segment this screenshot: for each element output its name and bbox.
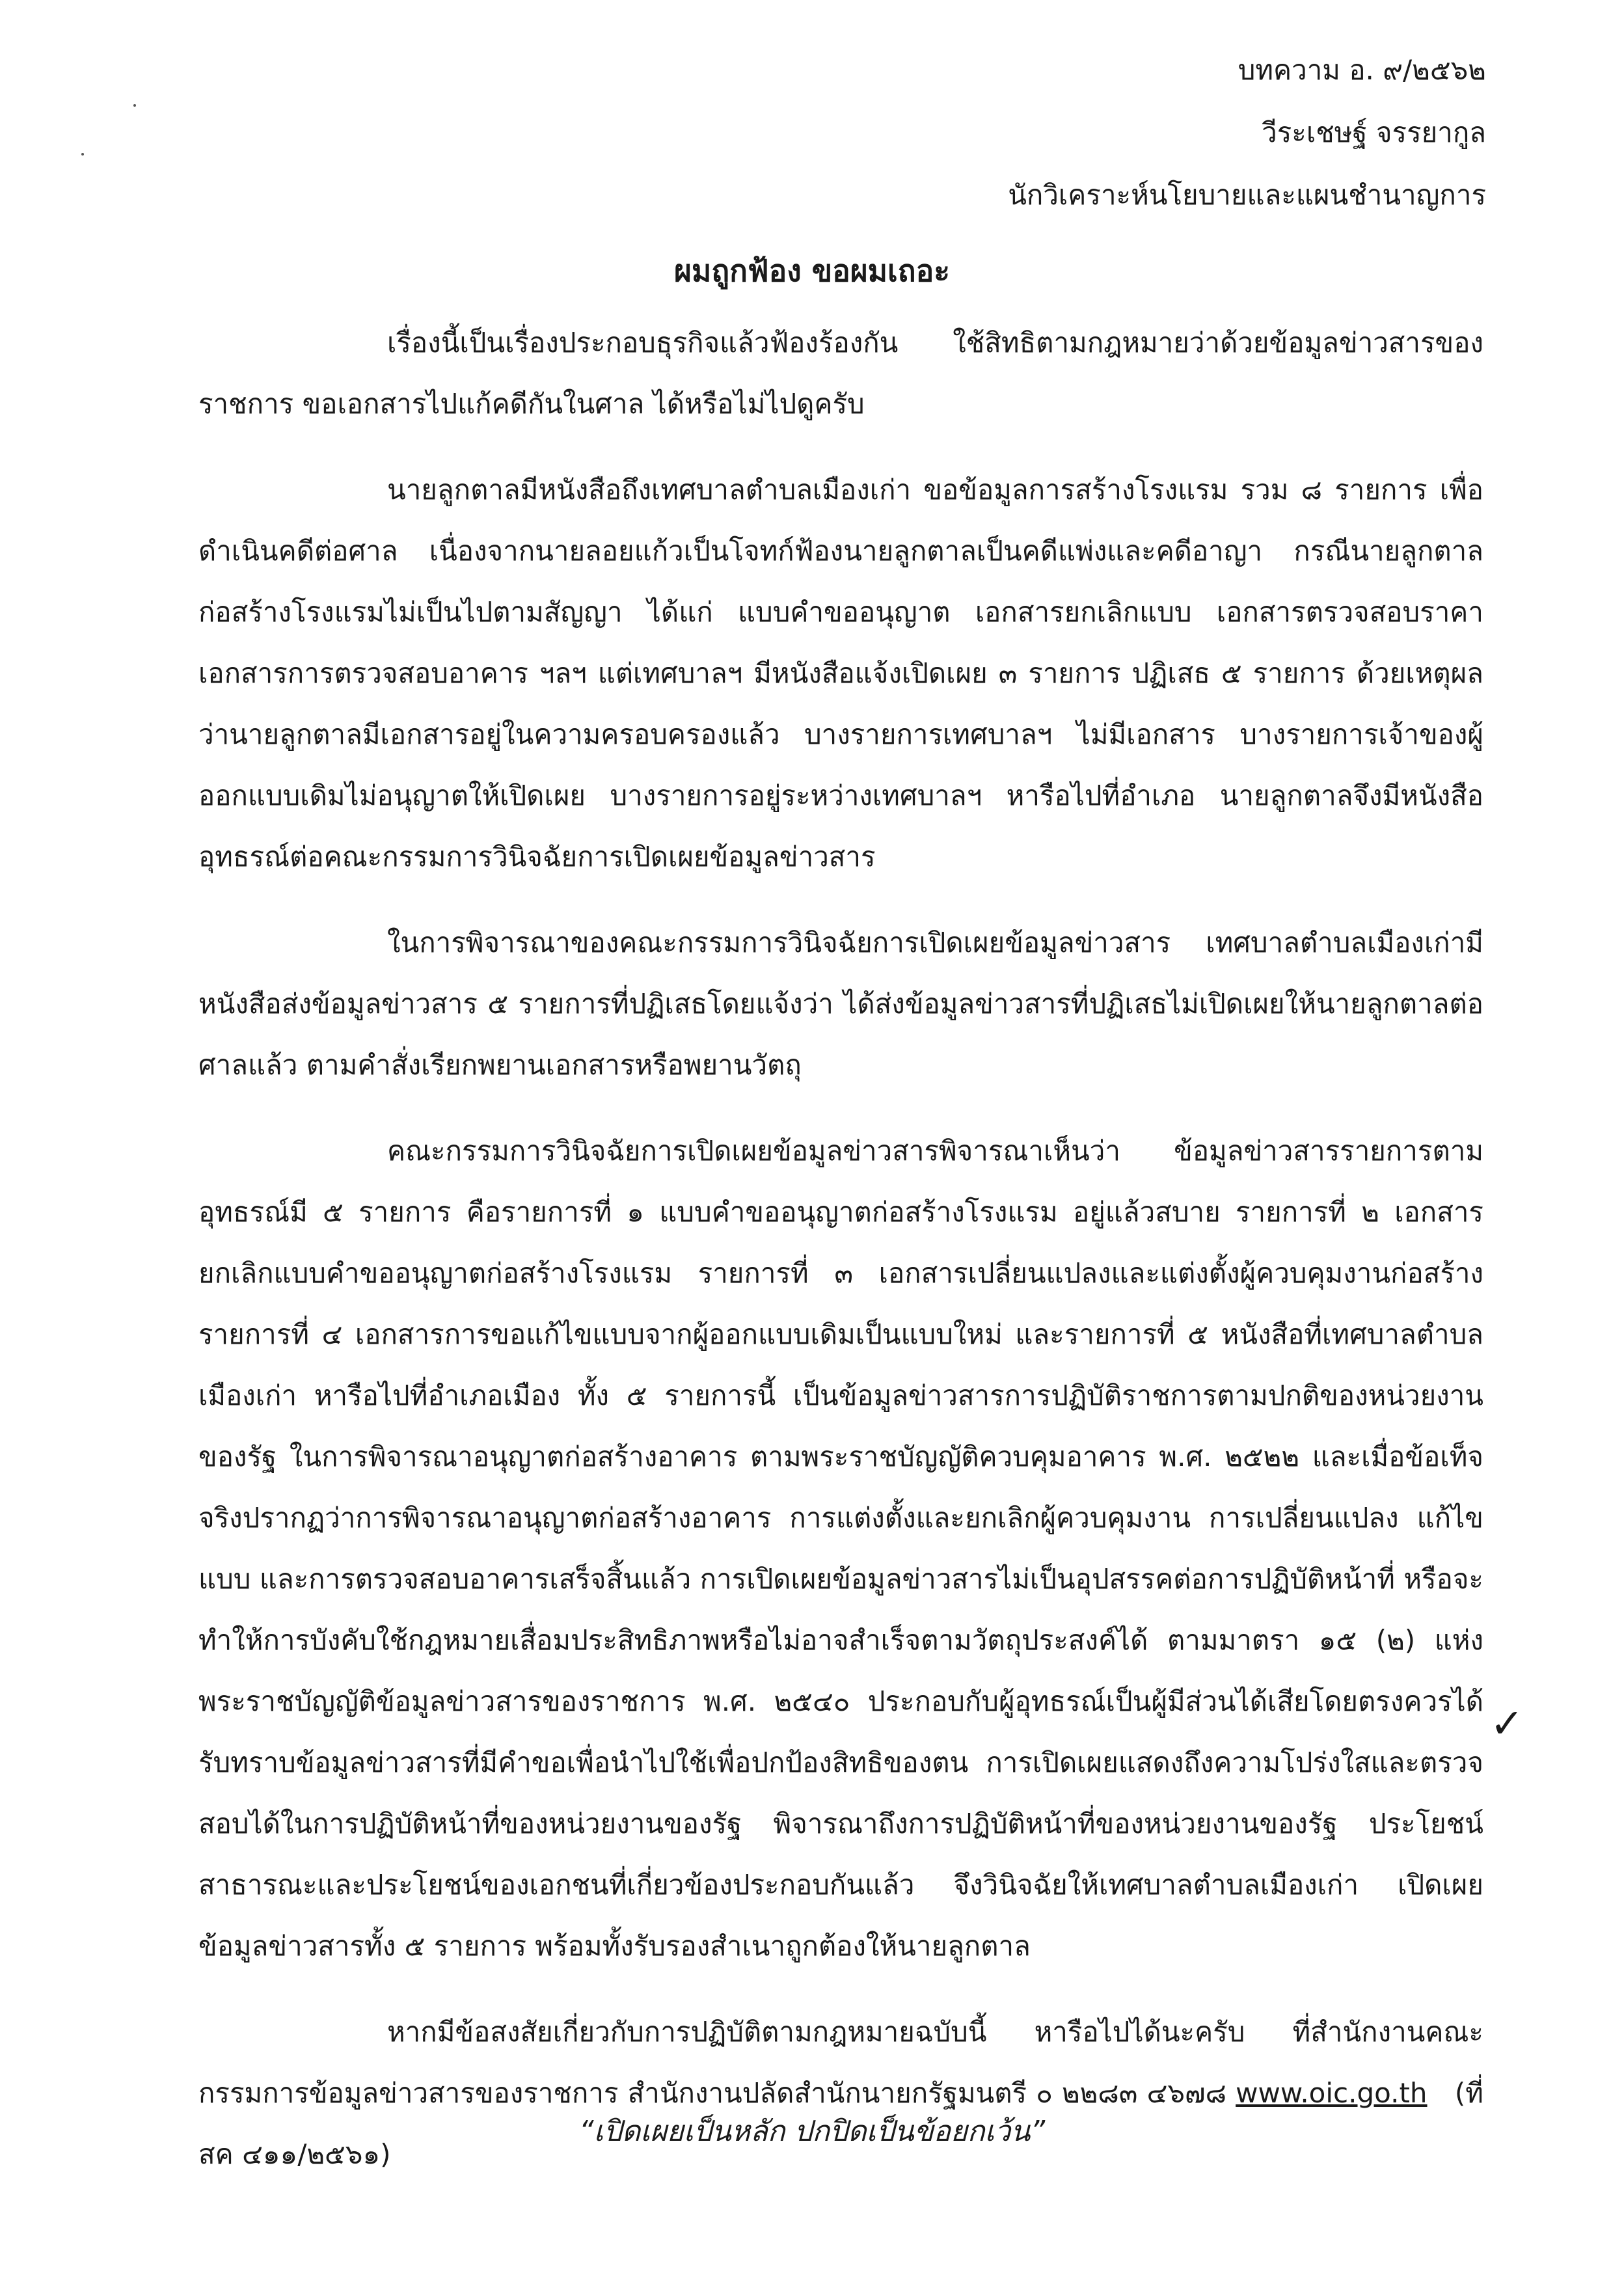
paragraph-decision: คณะกรรมการวินิจฉัยการเปิดเผยข้อมูลข่าวสารพิจารณาเห็นว่า ข้อมูลข่าวสารรายการตามอุทธรณ์มี ๕ รายการ คือรายการที่ ๑ แบบคำขออนุญาตก่อสร้างโรงแรม อยู่แล้วสบาย รายการที่ ๒ เอกสารยกเลิกแบบคำขออนุญาตก่อสร้างโรงแรม รายการที่ ๓ เอกสารเปลี่ยนแปลงและแต่งตั้งผู้ควบคุมงานก่อสร้าง รายการที่ ๔ เอกสารการขอแก้ไขแบบจากผู้ออกแบบเดิมเป็นแบบใหม่ และรายการที่ ๕ หนังสือที่เทศบาลตำบลเมืองเก่า หารือไปที่อำเภอเมือง ทั้ง ๕ รายการนี้ เป็นข้อมูลข่าวสารการปฏิบัติราชการตามปกติของหน่วยงานของรัฐ ในการพิจารณาอนุญาตก่อสร้างอาคาร ตามพระราชบัญญัติควบคุมอาคาร พ.ศ. ๒๕๒๒ และเมื่อข้อเท็จจริงปรากฏว่าการพิจารณาอนุญาตก่อสร้างอาคาร การแต่งตั้งและยกเลิกผู้ควบคุมงาน การเปลี่ยนแปลง แก้ไขแบบ และการตรวจสอบอาคารเสร็จสิ้นแล้ว การเปิดเผยข้อมูลข่าวสารไม่เป็นอุปสรรคต่อการปฏิบัติหน้าที่ หรือจะทำให้การบังคับใช้กฎหมายเสื่อมประสิทธิภาพหรือไม่อาจสำเร็จตามวัตถุประสงค์ได้ ตามมาตรา ๑๕ (๒) แห่งพระราชบัญญัติข้อมูลข่าวสารของราชการ พ.ศ. ๒๕๔๐ ประกอบกับผู้อุทธรณ์เป็นผู้มีส่วนได้เสียโดยตรงควรได้รับทราบข้อมูลข่าวสารที่มีคำขอเพื่อนำไปใช้เพื่อปกป้องสิทธิของตน การเปิดเผยแสดงถึงความโปร่งใสและตรวจสอบได้ในการปฏิบัติหน้าที่ของหน่วยงานของรัฐ พิจารณาถึงการปฏิบัติหน้าที่ของหน่วยงานของรัฐ ประโยชน์สาธารณะและประโยชน์ของเอกชนที่เกี่ยวข้องประกอบกันแล้ว จึงวินิจฉัยให้เทศบาลตำบลเมืองเก่า เปิดเผยข้อมูลข่าวสารทั้ง ๕ รายการ พร้อมทั้งรับรองสำเนาถูกต้องให้นายลูกตาล — [198, 1135, 1483, 1962]
motto: “เปิดเผยเป็นหลัก ปกปิดเป็นข้อยกเว้น” — [578, 2115, 1046, 2148]
paragraph-consideration: ในการพิจารณาของคณะกรรมการวินิจฉัยการเปิดเผยข้อมูลข่าวสาร เทศบาลตำบลเมืองเก่ามีหนังสือส่งข้อมูลข่าวสาร ๕ รายการที่ปฏิเสธโดยแจ้งว่า ได้ส่งข้อมูลข่าวสารที่ปฏิเสธไม่เปิดเผยให้นายลูกตาลต่อศาลแล้ว ตามคำสั่งเรียกพยานเอกสารหรือพยานวัตถุ — [198, 927, 1483, 1081]
check-mark-icon: ✓ — [1490, 1700, 1524, 1747]
paragraph-intro: เรื่องนี้เป็นเรื่องประกอบธุรกิจแล้วฟ้องร้องกัน ใช้สิทธิตามกฎหมายว่าด้วยข้อมูลข่าวสารของราชการ ขอเอกสารไปแก้คดีกันในศาล ได้หรือไม่ไปดูครับ — [198, 327, 1483, 420]
scan-speck — [81, 153, 84, 156]
scan-speck — [133, 104, 136, 107]
document-reference: บทความ อ. ๙/๒๕๖๒ — [1238, 54, 1486, 86]
document-header — [1008, 39, 1486, 226]
website-link[interactable]: www.oic.go.th — [1236, 2077, 1428, 2109]
paragraph-contact — [198, 2002, 1483, 2185]
article-title: ผมถูกฟ้อง ขอผมเถอะ — [674, 253, 950, 288]
author-position: นักวิเคราะห์นโยบายและแผนชำนาญการ — [1008, 179, 1486, 211]
author-name: วีระเชษฐ์ จรรยากูล — [1262, 116, 1486, 148]
case-reference: (ที่ สค ๔๑๑/๒๕๖๑) — [198, 2077, 1483, 2170]
contact-text: หากมีข้อสงสัยเกี่ยวกับการปฏิบัติตามกฎหมายฉบับนี้ หารือไปได้นะครับ ที่สำนักงานคณะกรรมการข้อมูลข่าวสารของราชการ สำนักงานปลัดสำนักนายกรัฐมนตรี ๐ ๒๒๘๓ ๔๖๗๘ — [198, 2016, 1483, 2109]
paragraph-request: นายลูกตาลมีหนังสือถึงเทศบาลตำบลเมืองเก่า ขอข้อมูลการสร้างโรงแรม รวม ๘ รายการ เพื่อดำเนินคดีต่อศาล เนื่องจากนายลอยแก้วเป็นโจทก์ฟ้องนายลูกตาลเป็นคดีแพ่งและคดีอาญา กรณีนายลูกตาลก่อสร้างโรงแรมไม่เป็นไปตามสัญญา ได้แก่ แบบคำขออนุญาต เอกสารยกเลิกแบบ เอกสารตรวจสอบราคา เอกสารการตรวจสอบอาคาร ฯลฯ แต่เทศบาลฯ มีหนังสือแจ้งเปิดเผย ๓ รายการ ปฏิเสธ ๕ รายการ ด้วยเหตุผลว่านายลูกตาลมีเอกสารอยู่ในความครอบครองแล้ว บางรายการเทศบาลฯ ไม่มีเอกสาร บางรายการเจ้าของผู้ออกแบบเดิมไม่อนุญาตให้เปิดเผย บางรายการอยู่ระหว่างเทศบาลฯ หารือไปที่อำเภอ นายลูกตาลจึงมีหนังสืออุทธรณ์ต่อคณะกรรมการวินิจฉัยการเปิดเผยข้อมูลข่าวสาร — [198, 474, 1483, 873]
article-body — [198, 312, 1483, 2210]
